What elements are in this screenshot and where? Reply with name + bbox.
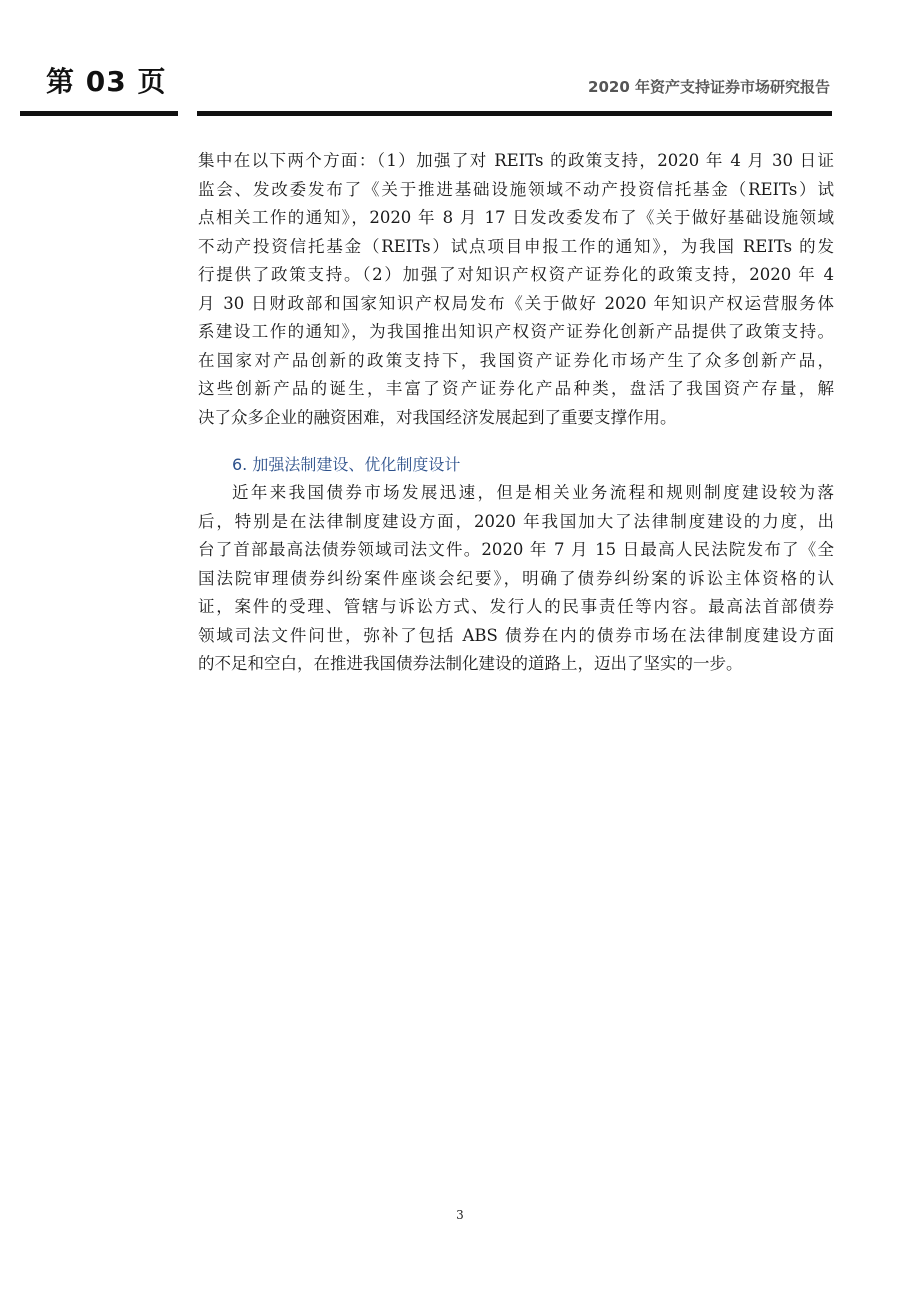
page-footer-number: 3 (456, 1208, 464, 1222)
text-line: 证，案件的受理、管辖与诉讼方式、发行人的民事责任等内容。最高法首部债券 (198, 597, 834, 616)
paragraph-policy-support (198, 147, 834, 432)
text-line: 监会、发改委发布了《关于推进基础设施领域不动产投资信托基金（REITs）试 (198, 179, 834, 199)
text-line: 的不足和空白，在推进我国债券法制化建设的道路上，迈出了坚实的一步。 (198, 654, 743, 673)
text-line: 国法院审理债券纠纷案件座谈会纪要》，明确了债券纠纷案的诉讼主体资格的认 (198, 568, 834, 588)
header-rule-left (20, 111, 178, 116)
text-line: 决了众多企业的融资困难，对我国经济发展起到了重要支撑作用。 (198, 407, 677, 427)
paragraph-legal-construction (198, 479, 834, 679)
document-body (198, 147, 834, 679)
section-heading: 6. 加强法制建设、优化制度设计 (232, 455, 461, 474)
text-line: 集中在以下两个方面：（1）加强了对 REITs 的政策支持，2020 年 4 月 30 日证 (198, 151, 834, 170)
page-number-label: 第 03 页 (46, 65, 167, 98)
text-line: 行提供了政策支持。（2）加强了对知识产权资产证券化的政策支持，2020 年 4 (198, 265, 834, 284)
report-title: 2020 年资产支持证券市场研究报告 (588, 78, 830, 96)
text-line: 在国家对产品创新的政策支持下，我国资产证券化市场产生了众多创新产品， (198, 350, 834, 370)
text-line: 台了首部最高法债券领域司法文件。2020 年 7 月 15 日最高人民法院发布了《全 (198, 540, 834, 559)
header-rule-right (197, 111, 832, 116)
text-line: 这些创新产品的诞生，丰富了资产证券化产品种类，盘活了我国资产存量，解 (198, 379, 834, 398)
text-line: 不动产投资信托基金（REITs）试点项目申报工作的通知》，为我国 REITs 的发 (198, 236, 834, 256)
text-line: 近年来我国债券市场发展迅速，但是相关业务流程和规则制度建设较为落 (232, 483, 834, 502)
text-line: 领域司法文件问世，弥补了包括 ABS 债券在内的债券市场在法律制度建设方面 (198, 625, 834, 645)
text-line: 点相关工作的通知》，2020 年 8 月 17 日发改委发布了《关于做好基础设施领域 (198, 208, 834, 227)
text-line: 后，特别是在法律制度建设方面，2020 年我国加大了法律制度建设的力度，出 (198, 511, 834, 531)
text-line: 系建设工作的通知》，为我国推出知识产权资产证券化创新产品提供了政策支持。 (198, 322, 834, 341)
text-line: 月 30 日财政部和国家知识产权局发布《关于做好 2020 年知识产权运营服务体 (198, 293, 834, 313)
